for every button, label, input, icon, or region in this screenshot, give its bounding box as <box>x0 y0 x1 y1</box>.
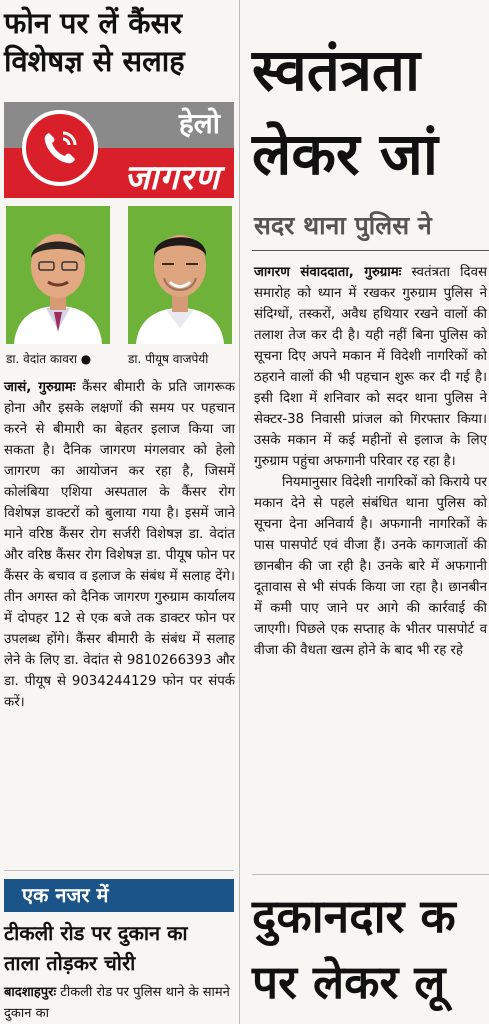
brief-dateline: बादशाहपुरः <box>4 985 57 1000</box>
left-column <box>0 0 236 1024</box>
right-article-body <box>254 262 487 661</box>
ek-nazar-header: एक नजर में <box>4 879 234 912</box>
left-article-dateline: जासं, गुरुग्रामः <box>4 380 76 395</box>
doctor-photo-vedant <box>6 206 110 344</box>
left-headline-line1: फोन पर लें कैंसर <box>4 6 182 40</box>
left-article-body <box>4 377 235 713</box>
right-article-dateline: जागरण संवाददाता, गुरुग्रामः <box>254 265 402 280</box>
caption-vedant: डा. वेदांत कावरा ● <box>6 352 92 366</box>
brief-headline-line2: ताला तोड़कर चोरी <box>4 951 136 975</box>
right-divider <box>252 874 489 875</box>
phone-icon <box>22 110 98 186</box>
right-headline-line1: स्वतंत्रता <box>252 36 420 104</box>
left-article-text: कैंसर बीमारी के प्रति जागरूक होना और इसके लक्षणों की समय पर पहचान करने से बीमारी का बेहतर इलाज किया जा सकता है। दैनिक जागरण मंगलवार को हेलो जागरण का आयोजन कर रहा है, जिसमें कोलंबिया एशिया अस्पताल के कैंसर रोग विशेषज्ञ डाक्टरों को बुलाया गया है। इसमें जाने माने वरिष्ठ कैंसर रोग सर्जरी विशेषज्ञ डा. वेदांत और वरिष्ठ कैंसर रोग विशेषज्ञ डा. पीयूष फोन पर कैंसर के बचाव व इलाज के संबंध में सलाह देंगे। तीन अगस्त को दैनिक जागरण गुरुग्राम कार्यालय में दोपहर 12 से एक बजे तक डाक्टर फोन पर उपलब्ध होंगे। कैंसर बीमारी के संबंध में सलाह लेने के लिए डा. वेदांत से 9810266393 और डा. पीयूष से 9034244129 फोन पर संपर्क करें। <box>4 380 236 710</box>
right-article-para1: स्वतंत्रता दिवस समारोह को ध्यान में रखकर गुरुग्राम पुलिस ने संदिग्धों, तस्करों, अवैध हथियार रखने वालों की तलाश तेज कर दी है। यही नहीं बिना पुलिस को सूचना दिए अपने मकान में विदेशी नागरिकों को ठहराने वालों की भी पहचान शुरू कर दी गई है। इसी दिशा में शनिवार को सदर थाना पुलिस ने सेक्टर-38 निवासी प्रांजल को गिरफ्तार किया। उसके मकान में कई महीनों से इलाज के लिए गुरुग्राम पहुंचा अफगानी परिवार रह रहा है। <box>254 265 487 469</box>
brief-headline-line1: टीकली रोड पर दुकान का <box>4 921 188 945</box>
doctor-photo-piyush <box>128 206 232 344</box>
left-headline <box>4 4 236 80</box>
column-divider <box>239 0 240 1024</box>
bottom-headline-line2: पर लेकर लू <box>252 955 446 1009</box>
brief-body <box>4 982 234 1024</box>
caption-piyush: डा. पीयूष वाजपेयी <box>128 352 209 366</box>
helo-jagran-banner <box>4 102 234 198</box>
bottom-headline-line1: दुकानदार क <box>252 889 456 943</box>
brief-headline <box>4 918 234 978</box>
right-headline-line2: लेकर जां <box>252 120 438 188</box>
banner-helo-text: हेलो <box>178 107 220 140</box>
brief-text: टीकली रोड पर पुलिस थाने के सामने दुकान का <box>4 985 230 1021</box>
right-subheadline: सदर थाना पुलिस ने <box>254 211 432 240</box>
subhead-rule <box>252 250 489 251</box>
divider <box>4 870 234 871</box>
banner-jagran-logo: जागरण <box>124 158 220 198</box>
left-headline-line2: विशेषज्ञ से सलाह <box>4 44 185 78</box>
right-column <box>244 0 489 1024</box>
right-article-para2: नियमानुसार विदेशी नागरिकों को किराये पर मकान देने से पहले संबंधित थाना पुलिस को सूचना देना अनिवार्य है। अफगानी नागरिकों के पास पासपोर्ट एवं वीजा हैं। उनके कागजातों की छानबीन की जा रही है। उनके बारे में अफगानी दूतावास से भी संपर्क किया जा रहा है। छानबीन में कमी पाए जाने पर आगे की कार्रवाई की जाएगी। पिछले एक सप्ताह के भीतर पासपोर्ट व वीजा की वैधता खत्म होने के बाद भी रह रहे <box>254 475 487 658</box>
